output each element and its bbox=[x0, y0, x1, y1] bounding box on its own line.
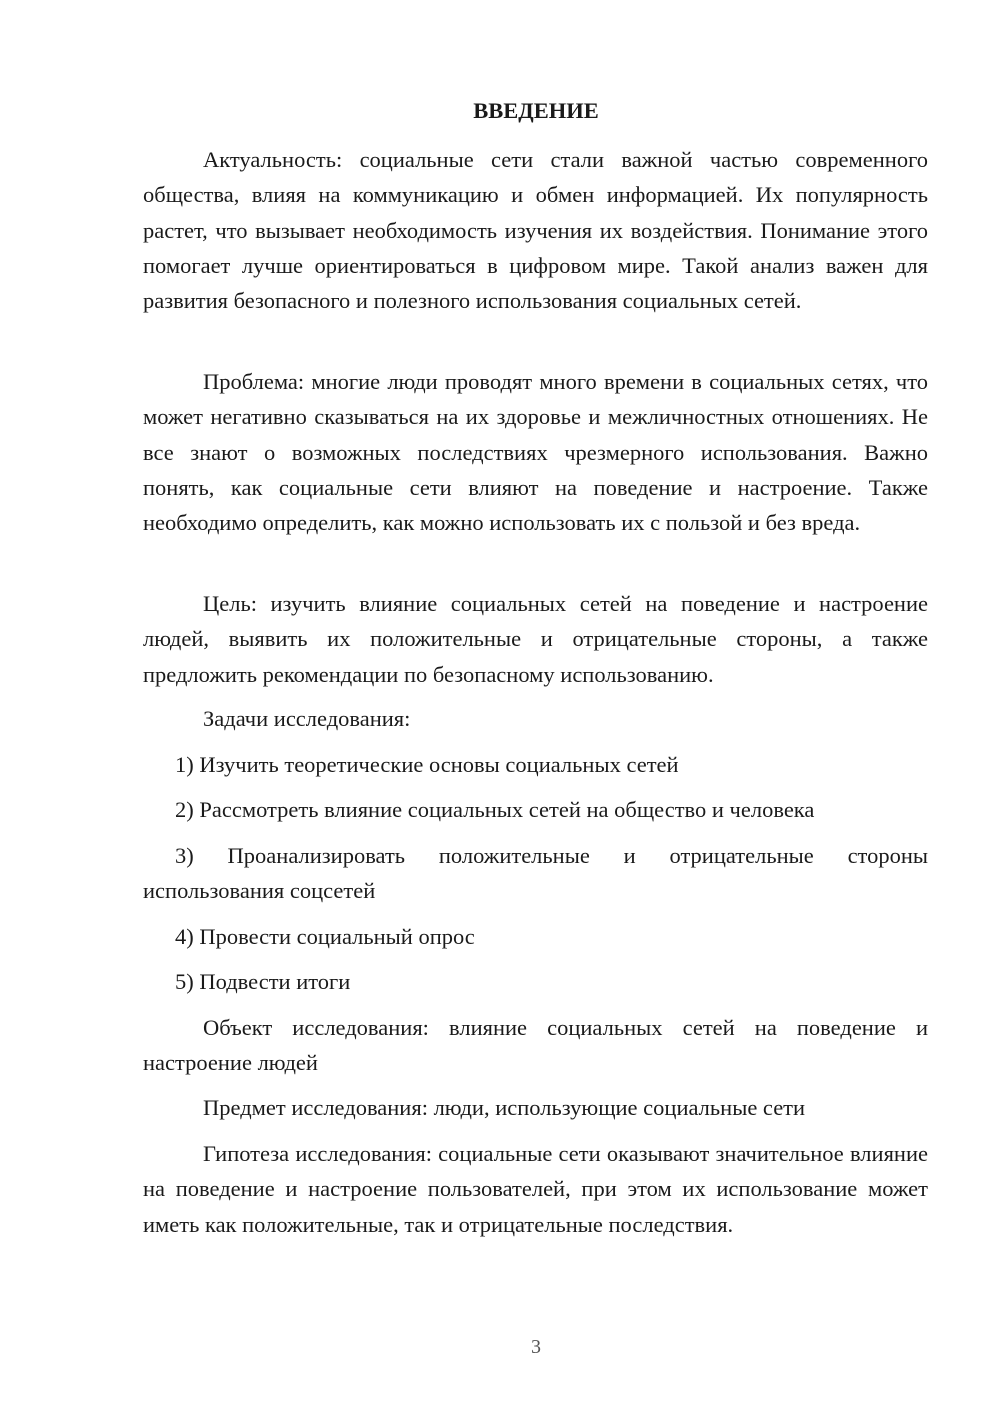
paragraph-problem: Проблема: многие люди проводят много времени в социальных сетях, что может негативно сказываться на их здоровье и межличностных отношениях. Не все знают о возможных последствиях чрезмерного использования. Важно понять, как социальные сети влияют на поведение и настроение. Также необходимо определить, как можно использовать их с пользой и без вреда. bbox=[143, 369, 928, 536]
paragraph-relevance: Актуальность: социальные сети стали важной частью современного общества, влияя на коммуникацию и обмен информацией. Их популярность растет, что вызывает необходимость изучения их воздействия. Понимание этого помогает лучше ориентироваться в цифровом мире. Такой анализ важен для развития безопасного и полезного использования социальных сетей. bbox=[143, 147, 928, 314]
paragraph-hypothesis: Гипотеза исследования: социальные сети оказывают значительное влияние на поведение и настроение пользователей, при этом их использование может иметь как положительные, так и отрицательные последствия. bbox=[143, 1141, 928, 1237]
paragraph-goal: Цель: изучить влияние социальных сетей на поведение и настроение людей, выявить их положительные и отрицательные стороны, а также предложить рекомендации по безопасному использованию. bbox=[143, 591, 928, 687]
paragraph-object: Объект исследования: влияние социальных сетей на поведение и настроение людей bbox=[143, 1015, 928, 1076]
task-item-5: 5) Подвести итоги bbox=[175, 969, 351, 994]
task-item-3: 3) Проанализировать положительные и отрицательные стороны использования соцсетей bbox=[143, 843, 928, 904]
section-title: ВВЕДЕНИЕ bbox=[473, 98, 599, 123]
tasks-heading: Задачи исследования: bbox=[203, 706, 411, 731]
page-number: 3 bbox=[531, 1336, 541, 1358]
task-item-4: 4) Провести социальный опрос bbox=[175, 924, 475, 949]
paragraph-subject: Предмет исследования: люди, использующие социальные сети bbox=[203, 1095, 806, 1120]
task-item-1: 1) Изучить теоретические основы социальных сетей bbox=[175, 752, 679, 777]
task-item-2: 2) Рассмотреть влияние социальных сетей на общество и человека bbox=[175, 797, 815, 822]
